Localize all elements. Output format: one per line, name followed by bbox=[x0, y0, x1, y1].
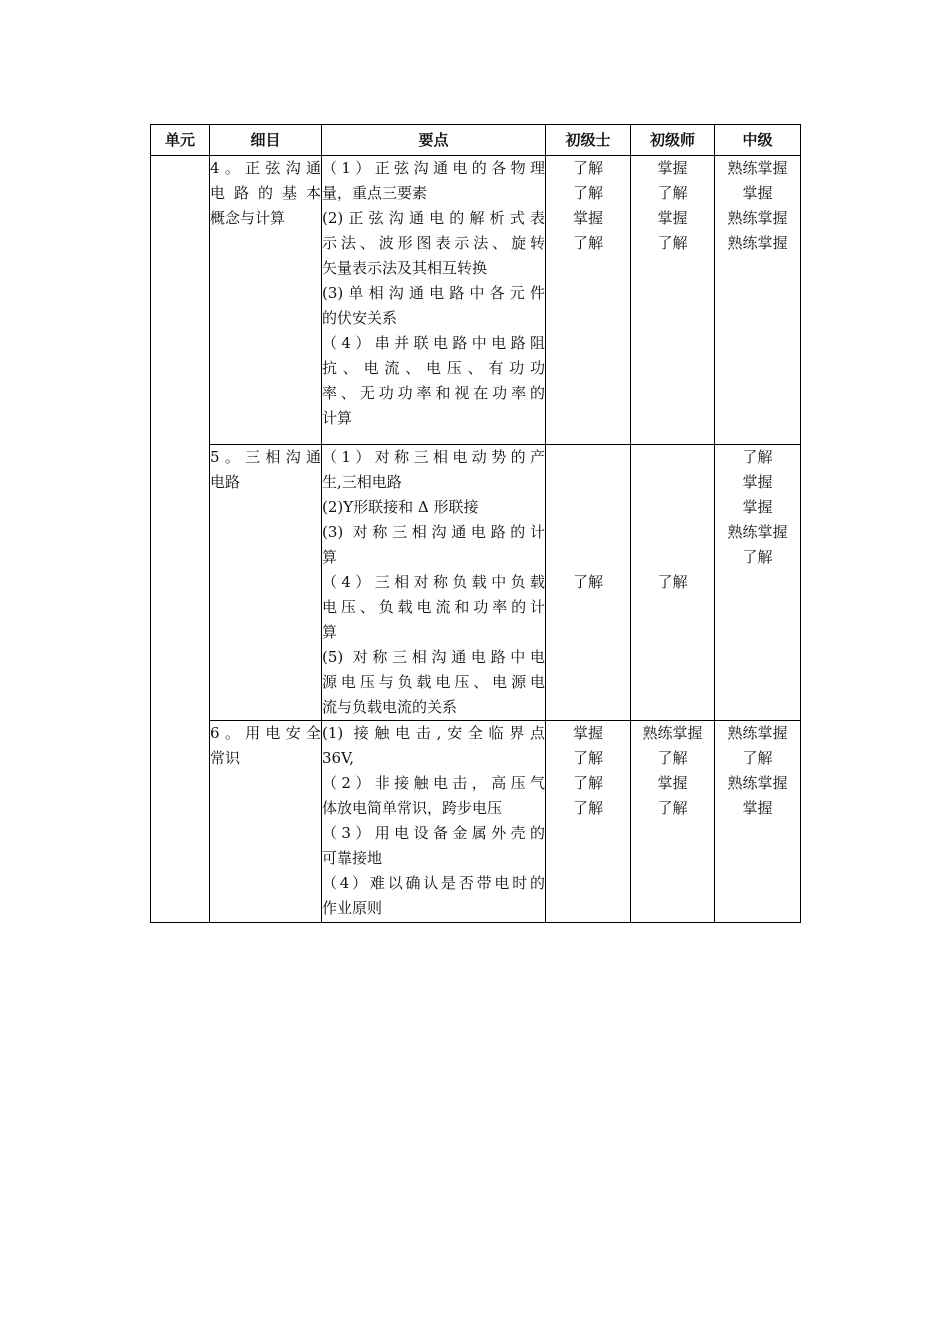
point-item bbox=[322, 771, 545, 821]
point-line: (2)正弦沟通电的解析式表 bbox=[322, 209, 545, 227]
detail-cell bbox=[210, 721, 322, 923]
detail-line: 概念与计算 bbox=[210, 209, 286, 227]
junior-professional-cell bbox=[631, 156, 715, 445]
point-item bbox=[322, 495, 545, 520]
point-line: 可靠接地 bbox=[322, 849, 383, 867]
point-line: (2)Y形联接和 Δ 形联接 bbox=[322, 498, 479, 516]
detail-line: 5。三相沟通 bbox=[210, 448, 321, 466]
points-cell bbox=[322, 445, 546, 721]
point-line: (5) 对称三相沟通电路中电 bbox=[322, 648, 545, 666]
point-line: (3)单相沟通电路中各元件 bbox=[322, 284, 545, 302]
level-value: 熟练掌握 bbox=[642, 724, 703, 742]
detail-line: 电路 bbox=[210, 473, 241, 491]
point-line: （4）三相对称负载中负载 bbox=[322, 573, 545, 591]
level-value: 掌握 bbox=[742, 799, 773, 817]
junior-professional-cell bbox=[631, 445, 715, 721]
detail-line: 常识 bbox=[210, 749, 241, 767]
level-value: 熟练掌握 bbox=[727, 523, 788, 541]
header-intermediate: 中级 bbox=[715, 125, 801, 156]
point-item bbox=[322, 570, 545, 645]
level-value: 了解 bbox=[657, 234, 688, 252]
intermediate-cell bbox=[715, 156, 801, 445]
point-line: 的伏安关系 bbox=[322, 309, 398, 327]
point-line: 示法、波形图表示法、旋转 bbox=[322, 234, 545, 252]
point-line: (3) 对称三相沟通电路的计 bbox=[322, 523, 545, 541]
level-value: 了解 bbox=[657, 573, 688, 591]
point-line: 电压、负载电流和功率的计 bbox=[322, 598, 545, 616]
level-value: 掌握 bbox=[742, 498, 773, 516]
level-value: 了解 bbox=[657, 184, 688, 202]
level-value: 了解 bbox=[572, 774, 603, 792]
level-value: 了解 bbox=[742, 548, 773, 566]
level-value: 了解 bbox=[572, 159, 603, 177]
level-value: 了解 bbox=[572, 573, 603, 591]
point-line: (1) 接触电击,安全临界点 bbox=[322, 724, 545, 742]
point-line: 量，重点三要素 bbox=[322, 184, 428, 202]
point-line: 流与负载电流的关系 bbox=[322, 698, 458, 716]
level-value: 熟练掌握 bbox=[727, 724, 788, 742]
point-line: 矢量表示法及其相互转换 bbox=[322, 259, 488, 277]
point-line: 算 bbox=[322, 548, 338, 566]
level-value: 熟练掌握 bbox=[727, 234, 788, 252]
level-value: 了解 bbox=[572, 234, 603, 252]
level-value: 掌握 bbox=[657, 159, 688, 177]
detail-line: 6。用电安全 bbox=[210, 724, 321, 742]
junior-professional-cell bbox=[631, 721, 715, 923]
junior-technician-cell bbox=[546, 721, 631, 923]
header-junior-technician: 初级士 bbox=[546, 125, 631, 156]
point-item bbox=[322, 156, 545, 206]
level-value: 了解 bbox=[742, 448, 773, 466]
level-value: 了解 bbox=[742, 749, 773, 767]
level-value: 掌握 bbox=[657, 209, 688, 227]
level-value: 了解 bbox=[657, 749, 688, 767]
point-line: （2）非接触电击，高压气 bbox=[322, 774, 545, 792]
header-detail: 细目 bbox=[210, 125, 322, 156]
level-value: 了解 bbox=[572, 184, 603, 202]
point-line: （3）用电设备金属外壳的 bbox=[322, 824, 545, 842]
point-item bbox=[322, 331, 545, 431]
detail-line: 4。正弦沟通 bbox=[210, 159, 321, 177]
point-item bbox=[322, 871, 545, 921]
points-cell bbox=[322, 721, 546, 923]
header-row bbox=[151, 125, 801, 156]
level-value: 掌握 bbox=[657, 774, 688, 792]
point-item bbox=[322, 445, 545, 495]
table-row bbox=[151, 721, 801, 923]
point-item bbox=[322, 821, 545, 871]
point-line: 计算 bbox=[322, 409, 353, 427]
junior-technician-cell bbox=[546, 156, 631, 445]
point-item bbox=[322, 645, 545, 720]
header-unit: 单元 bbox=[151, 125, 210, 156]
point-line: 抗、电流、电压、有功功 bbox=[322, 359, 545, 377]
point-line: 36V, bbox=[322, 749, 355, 767]
table-row bbox=[151, 156, 801, 445]
syllabus-table bbox=[150, 124, 801, 923]
point-line: 率、无功功率和视在功率的 bbox=[322, 384, 545, 402]
header-junior-professional: 初级师 bbox=[631, 125, 715, 156]
point-line: 源电压与负载电压、电源电 bbox=[322, 673, 545, 691]
point-line: （1）正弦沟通电的各物理 bbox=[322, 159, 545, 177]
point-line: 作业原则 bbox=[322, 899, 383, 917]
level-value: 了解 bbox=[572, 749, 603, 767]
point-line: 算 bbox=[322, 623, 338, 641]
table-row bbox=[151, 445, 801, 721]
level-value: 掌握 bbox=[572, 209, 603, 227]
point-item bbox=[322, 206, 545, 281]
intermediate-cell bbox=[715, 721, 801, 923]
level-value: 熟练掌握 bbox=[727, 159, 788, 177]
level-value: 熟练掌握 bbox=[727, 774, 788, 792]
level-value: 了解 bbox=[657, 799, 688, 817]
point-item bbox=[322, 520, 545, 570]
point-item bbox=[322, 721, 545, 771]
unit-cell bbox=[151, 156, 210, 923]
detail-cell bbox=[210, 156, 322, 445]
header-points: 要点 bbox=[322, 125, 546, 156]
point-line: 体放电简单常识，跨步电压 bbox=[322, 799, 503, 817]
point-line: （1）对称三相电动势的产 bbox=[322, 448, 545, 466]
detail-line: 电路的基本 bbox=[210, 184, 321, 202]
point-line: 生,三相电路 bbox=[322, 473, 402, 491]
level-value: 了解 bbox=[572, 799, 603, 817]
detail-cell bbox=[210, 445, 322, 721]
point-line: （4）难以确认是否带电时的 bbox=[322, 874, 545, 892]
level-value: 熟练掌握 bbox=[727, 209, 788, 227]
point-item bbox=[322, 281, 545, 331]
level-value: 掌握 bbox=[572, 724, 603, 742]
intermediate-cell bbox=[715, 445, 801, 721]
level-value: 掌握 bbox=[742, 473, 773, 491]
level-value: 掌握 bbox=[742, 184, 773, 202]
point-line: （4）串并联电路中电路阻 bbox=[322, 334, 545, 352]
junior-technician-cell bbox=[546, 445, 631, 721]
points-cell bbox=[322, 156, 546, 445]
